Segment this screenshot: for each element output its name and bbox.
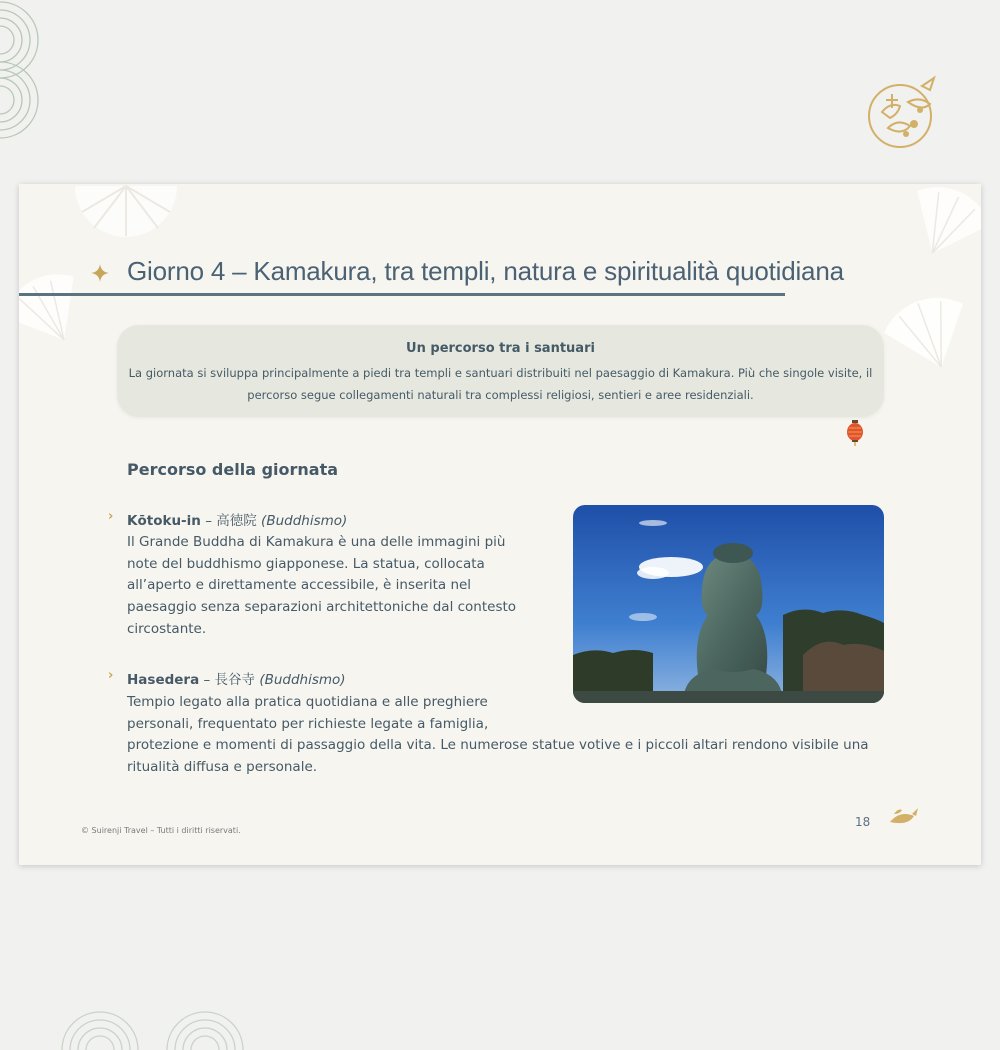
- item-title-hasedera: [127, 668, 346, 688]
- item-religion: (Buddhismo): [261, 513, 348, 529]
- koi-fish-logo: [888, 806, 920, 830]
- paper-lantern-icon: [845, 420, 865, 446]
- lotus-koi-logo: [862, 72, 946, 156]
- intro-heading: Un percorso tra i santuari: [406, 341, 595, 356]
- fan-decoration-right-top: [905, 186, 981, 266]
- item-separator: –: [199, 672, 215, 688]
- item-title-kotoku-in: [127, 509, 347, 529]
- item-separator: –: [200, 513, 217, 529]
- chevron-right-icon: ›: [108, 668, 114, 683]
- fan-decoration-top: [74, 184, 179, 239]
- wave-pattern-left: [0, 0, 50, 160]
- intro-callout: [117, 325, 884, 417]
- item-religion: (Buddhismo): [259, 672, 346, 688]
- slide-title: Giorno 4 – Kamakura, tra templi, natura e spiritualità quotidiana: [127, 256, 844, 286]
- item-name: Kōtoku-in: [127, 513, 201, 529]
- photo-wrap-spacer: [535, 692, 887, 714]
- item-kanji: 長谷寺: [214, 672, 256, 688]
- section-heading: Percorso della giornata: [127, 460, 339, 479]
- item-kanji: 高徳院: [216, 513, 257, 529]
- chevron-right-icon: ›: [108, 509, 114, 524]
- item-description-kotoku-in: Il Grande Buddha di Kamakura è una delle immagini più note del buddhismo giapponese. La statua, collocata all’aperto e direttamente accessibile, è inserita nel paesaggio senza separazioni architettoniche dal contesto circostante.: [127, 534, 517, 637]
- item-name: Hasedera: [127, 672, 200, 688]
- footer-copyright: © Suirenji Travel – Tutti i diritti riservati.: [81, 826, 241, 835]
- description-text: Tempio legato alla pratica quotidiana e alle preghiere personali, frequentato per richieste legate a famiglia, protezione e momenti di passaggio della vita. Le numerose statue votive e i piccoli altari rendono visibile una ritualità diffusa e personale.: [127, 694, 869, 776]
- slide: [19, 184, 981, 865]
- great-buddha-photo: [573, 505, 884, 703]
- wave-pattern-bottom: [20, 1010, 260, 1050]
- page-number: 18: [855, 815, 871, 829]
- intro-body: La giornata si sviluppa principalmente a piedi tra templi e santuari distribuiti nel paesaggio di Kamakura. Più che singole visite, il percorso segue collegamenti naturali tra complessi religiosi, sentieri e aree residenziali.: [128, 366, 873, 402]
- four-point-star-icon: [91, 264, 109, 282]
- item-description-hasedera: [127, 692, 887, 779]
- fan-decoration-right: [881, 289, 981, 379]
- fan-decoration-left: [19, 264, 89, 349]
- title-underline: [19, 293, 785, 296]
